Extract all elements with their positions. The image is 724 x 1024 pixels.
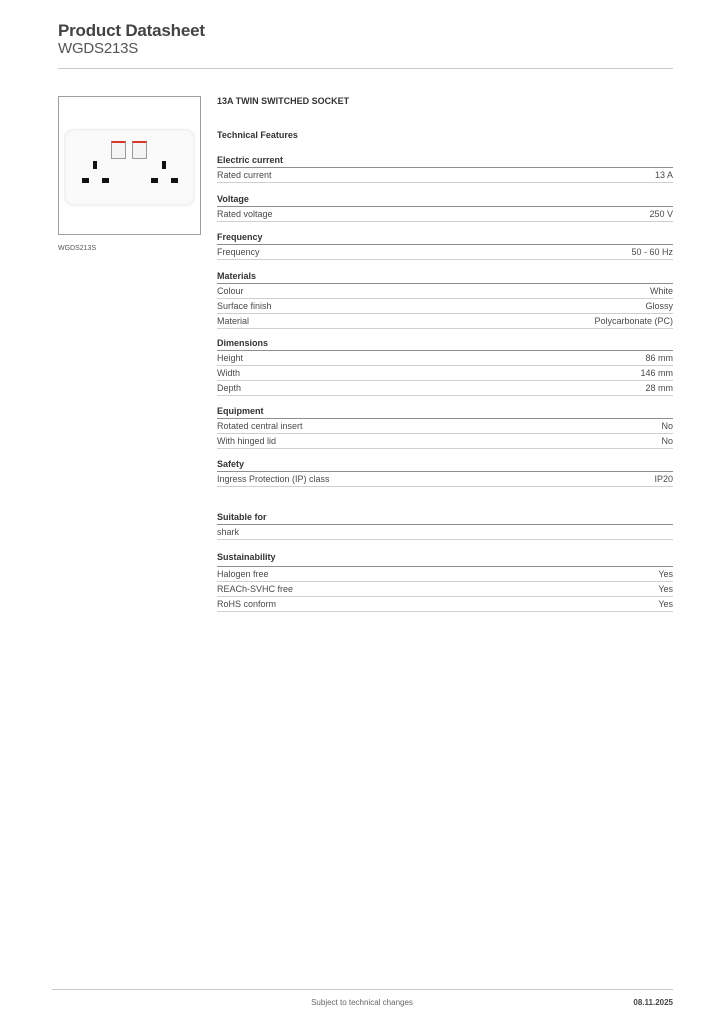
live-pin-left (82, 178, 89, 183)
product-name: 13A TWIN SWITCHED SOCKET (217, 96, 350, 106)
section-title: Suitable for (217, 512, 673, 525)
spec-label: With hinged lid (217, 436, 277, 446)
spec-label: Height (217, 353, 244, 363)
page-title: Product Datasheet (58, 21, 205, 40)
spec-row (217, 419, 673, 434)
section-title: Voltage (217, 194, 673, 207)
section-materials (217, 271, 673, 329)
spec-value: 13 A (654, 170, 673, 180)
header-divider (58, 68, 673, 69)
footer-date: 08.11.2025 (633, 998, 673, 1007)
spec-value: 86 mm (645, 353, 673, 363)
neutral-pin-right (171, 178, 178, 183)
neutral-pin-left (102, 178, 109, 183)
spec-row (217, 351, 673, 366)
section-title: Materials (217, 271, 673, 284)
footer-divider (52, 989, 673, 990)
spec-row (217, 567, 673, 582)
spec-value: 146 mm (640, 368, 673, 378)
section-title: Dimensions (217, 338, 673, 351)
spec-label: shark (217, 527, 240, 537)
live-pin-right (151, 178, 158, 183)
footer-note: Subject to technical changes (311, 998, 413, 1007)
spec-row (217, 472, 673, 487)
spec-row (217, 284, 673, 299)
spec-value: 250 V (649, 209, 673, 219)
spec-row (217, 597, 673, 612)
section-title: Sustainability (217, 552, 673, 567)
product-code: WGDS213S (58, 40, 139, 57)
section-sustainability (217, 552, 673, 612)
spec-value: IP20 (654, 474, 673, 484)
section-dimensions (217, 338, 673, 396)
spec-row (217, 582, 673, 597)
spec-row (217, 381, 673, 396)
spec-label: Depth (217, 383, 242, 393)
earth-pin-left (93, 161, 97, 169)
spec-label: REACh-SVHC free (217, 584, 294, 594)
product-image (58, 96, 201, 235)
spec-value: Yes (658, 584, 673, 594)
spec-label: Rated current (217, 170, 272, 180)
spec-label: Surface finish (217, 301, 272, 311)
spec-value: Polycarbonate (PC) (594, 316, 673, 326)
socket-plate (65, 130, 194, 205)
switch-left (111, 141, 126, 159)
spec-label: Frequency (217, 247, 260, 257)
section-safety (217, 459, 673, 487)
section-frequency (217, 232, 673, 260)
section-voltage (217, 194, 673, 222)
spec-value: No (661, 436, 673, 446)
spec-label: Material (217, 316, 250, 326)
section-title: Equipment (217, 406, 673, 419)
spec-value: Yes (658, 599, 673, 609)
spec-value: 28 mm (645, 383, 673, 393)
earth-pin-right (162, 161, 166, 169)
spec-row (217, 168, 673, 183)
spec-label: Rated voltage (217, 209, 273, 219)
section-title: Safety (217, 459, 673, 472)
image-caption: WGDS213S (58, 245, 97, 252)
section-title: Electric current (217, 155, 673, 168)
spec-value: No (661, 421, 673, 431)
section-electric-current (217, 155, 673, 183)
section-suitable-for (217, 512, 673, 540)
spec-row (217, 207, 673, 222)
spec-value: White (649, 286, 673, 296)
spec-row (217, 525, 673, 540)
spec-label: Halogen free (217, 569, 269, 579)
spec-label: RoHS conform (217, 599, 277, 609)
spec-row (217, 314, 673, 329)
spec-row (217, 299, 673, 314)
spec-label: Rotated central insert (217, 421, 303, 431)
spec-value: Yes (658, 569, 673, 579)
spec-label: Ingress Protection (IP) class (217, 474, 330, 484)
section-title: Frequency (217, 232, 673, 245)
spec-value: 50 - 60 Hz (631, 247, 673, 257)
section-equipment (217, 406, 673, 449)
spec-label: Colour (217, 286, 244, 296)
spec-value: Glossy (645, 301, 673, 311)
spec-row (217, 245, 673, 260)
technical-features-heading: Technical Features (217, 130, 298, 140)
switch-right (132, 141, 147, 159)
spec-label: Width (217, 368, 241, 378)
spec-row (217, 434, 673, 449)
spec-row (217, 366, 673, 381)
